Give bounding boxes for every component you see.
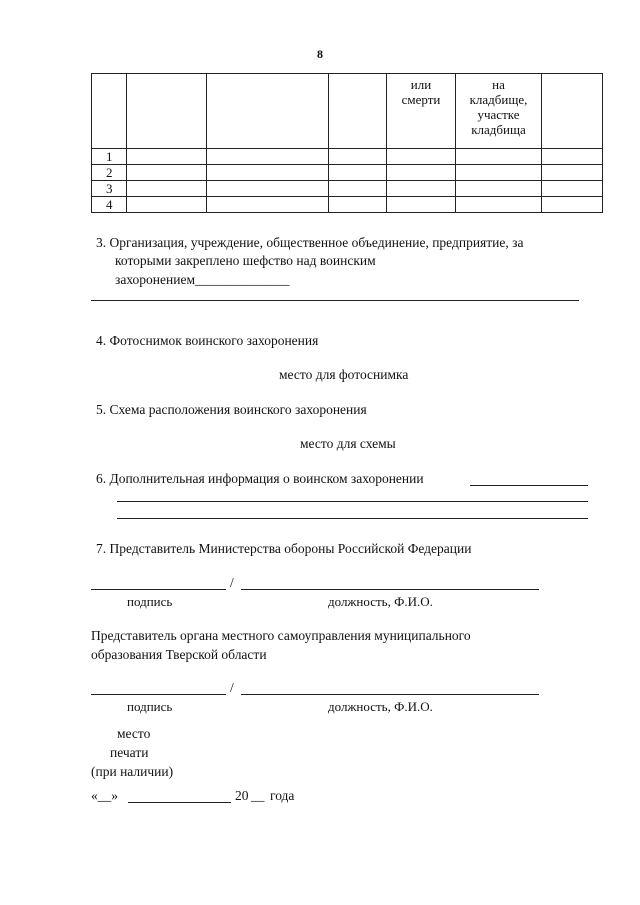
local-signature-slash: / [230, 680, 234, 695]
scheme-placeholder: место для схемы [300, 436, 396, 451]
date-year-blank: __ [251, 788, 265, 803]
section6-title: 6. Дополнительная информация о воинском захоронении [96, 471, 424, 486]
local-rep-line1: Представитель органа местного самоуправления муниципального [91, 628, 471, 643]
row-number: 1 [92, 149, 127, 165]
section4-title: 4. Фотоснимок воинского захоронения [96, 333, 319, 348]
row-number: 2 [92, 165, 127, 181]
page-number: 8 [317, 47, 323, 61]
stamp-line2: печати [110, 745, 149, 760]
table-row [92, 197, 603, 213]
local-position-label: должность, Ф.И.О. [328, 699, 433, 714]
mod-position-line [241, 589, 539, 590]
date-month-line [128, 802, 231, 803]
mod-signature-line [91, 589, 226, 590]
local-position-line [241, 694, 539, 695]
mod-signature-slash: / [230, 575, 234, 590]
row-number: 4 [92, 197, 127, 213]
section3-fill-line [91, 300, 579, 301]
table-row [92, 149, 603, 165]
stamp-line1: место [117, 726, 151, 741]
section3-line1: 3. Организация, учреждение, общественное объединение, предприятие, за [96, 235, 524, 250]
date-year-prefix: 20 [235, 788, 249, 803]
mod-sign-label: подпись [127, 594, 173, 609]
burial-table [91, 73, 603, 213]
photo-placeholder: место для фотоснимка [279, 367, 409, 382]
section6-fill-line-3 [117, 518, 588, 519]
section6-fill-line-1 [470, 485, 588, 486]
date-suffix: года [270, 788, 295, 803]
header-cell-cemetery: на кладбище, участке кладбища [456, 74, 542, 149]
local-signature-line [91, 694, 226, 695]
stamp-line3: (при наличии) [91, 764, 174, 779]
header-cell-death: или смерти [387, 74, 456, 149]
local-sign-label: подпись [127, 699, 173, 714]
date-day: «__» [91, 788, 118, 803]
table-row [92, 165, 603, 181]
section3-line3: захоронением______________ [115, 272, 290, 287]
section5-title: 5. Схема расположения воинского захоронения [96, 402, 367, 417]
row-number: 3 [92, 181, 127, 197]
section3-line2: которыми закреплено шефство над воинским [115, 253, 376, 268]
section7-title: 7. Представитель Министерства обороны Российской Федерации [96, 541, 472, 556]
local-rep-line2: образования Тверской области [91, 647, 267, 662]
section6-fill-line-2 [117, 501, 588, 502]
table-header-row [92, 74, 603, 149]
mod-position-label: должность, Ф.И.О. [328, 594, 433, 609]
table-row [92, 181, 603, 197]
